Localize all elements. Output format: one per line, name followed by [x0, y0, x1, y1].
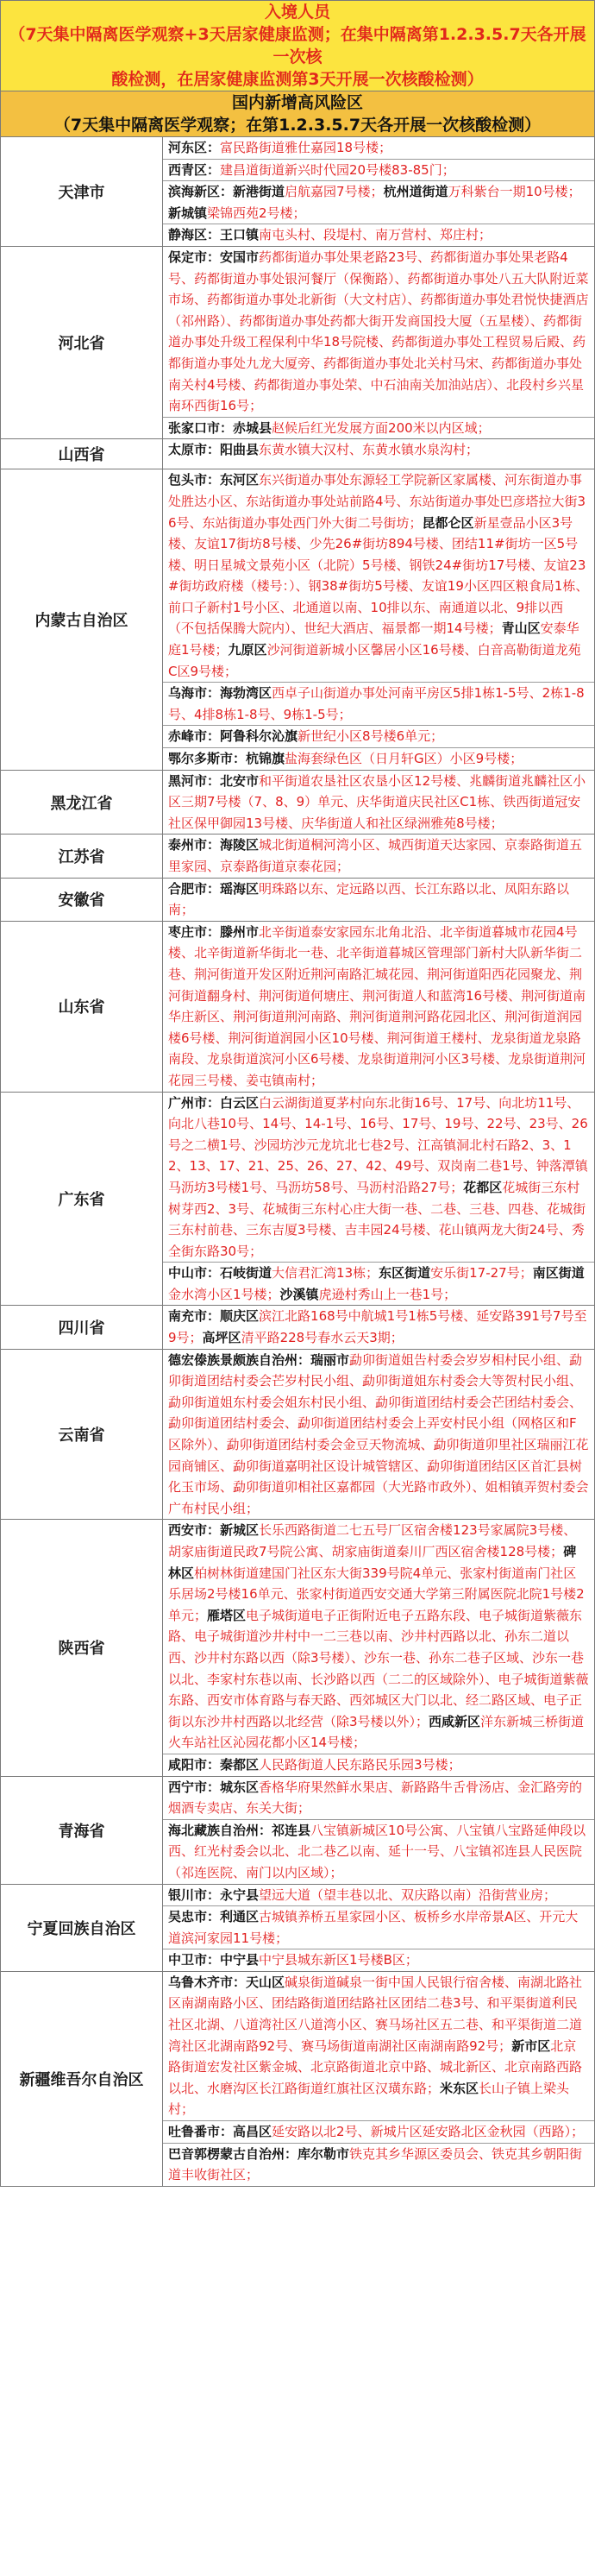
province-name: 内蒙古自治区 — [1, 469, 163, 769]
area-text: 香格华府果然鲜水果店、新路路牛舌骨汤店、金汇路旁的烟酒专卖店、东关大街； — [168, 1779, 583, 1817]
city-name: 西宁市： — [168, 1779, 221, 1795]
city-name: 中卫市： — [168, 1952, 221, 1968]
district-name: 库尔勒市 — [298, 2145, 350, 2162]
area-text: 白云湖街道夏茅村向东北街16号、17号、向北坊11号、向北八巷10号、14号、14-1号、16号、17号、19号、22号、23号、26号之二横1号、沙园坊沙元龙坑北七巷2号、江高镇洞北村石路2、3、12、13、17、21、25、26、27、42、49号、双岗南二巷1号、钟落潭镇马沥坊3号楼1号、马沥坊58号、马沥村沿路27号； — [168, 1094, 588, 1195]
city-block — [163, 771, 594, 835]
city-name: 太原市： — [168, 442, 221, 458]
city-block — [163, 748, 594, 770]
province-content — [163, 1520, 594, 1775]
district-name: 高昌区 — [233, 2124, 272, 2140]
city-name: 吐鲁番市： — [168, 2124, 234, 2140]
city-block — [163, 1885, 594, 1907]
area-text: 洋东新城三桥街道火车站社区沁园花都小区14号楼； — [168, 1713, 585, 1751]
area-text: 新星壹品小区3号楼、友谊17街坊8号楼、少先26#街坊894号楼、团结11#街坊一区5号楼、明日星城文景苑小区（北院）5号楼、钢铁24#街坊17号楼、友谊23#街坊政府楼（楼号：）、钢38#街坊5号楼、友谊19小区四区粮食局1栋、前口子新村1号小区、北通道以南、10排以东、南通道以北、9排以西（不包括保腾大院内）、世纪大酒店、福景都一期14号楼； — [168, 514, 589, 637]
province-row — [1, 439, 594, 469]
area-text: 古城镇养桥五星家园小区、板桥乡水岸帝景A区、开元大道滨河家园11号楼； — [168, 1909, 579, 1946]
province-name: 安徽省 — [1, 879, 163, 921]
district-name: 白云区 — [220, 1094, 260, 1111]
province-name: 广东省 — [1, 1093, 163, 1306]
section-note: （7天集中隔离医学观察；在第1.2.3.5.7天各开展一次核酸检测） — [53, 116, 542, 135]
area-text: 人民路街道人民东路民乐园3号楼； — [259, 1756, 461, 1773]
province-name: 陕西省 — [1, 1520, 163, 1775]
area-text: 安乐街17-27号； — [430, 1265, 533, 1282]
city-name: 德宏傣族景颇族自治州： — [168, 1351, 311, 1368]
district-name: 中宁县 — [220, 1952, 260, 1968]
district-name: 九原区 — [228, 642, 267, 658]
area-text: 望远大道（望丰巷以北、双庆路以南）沿街营业房； — [259, 1886, 557, 1903]
district-name: 雁塔区 — [207, 1607, 247, 1623]
city-block — [163, 181, 594, 224]
province-content — [163, 247, 594, 438]
province-name: 山西省 — [1, 439, 163, 469]
district-name: 高坪区 — [202, 1330, 241, 1346]
city-block — [163, 879, 594, 921]
province-name: 天津市 — [1, 137, 163, 246]
area-text: 西卓子山街道办事处河南平房区5排1栋1-5号、2栋1-8号、4排8栋1-8号、9栋1-5号； — [168, 685, 585, 722]
district-name: 海陵区 — [220, 837, 260, 853]
province-row — [1, 1885, 594, 1972]
city-block — [163, 137, 594, 160]
city-block — [163, 1093, 594, 1263]
province-name: 山东省 — [1, 922, 163, 1092]
city-name: 保定市： — [168, 249, 221, 265]
province-name: 新疆维吾尔自治区 — [1, 1972, 163, 2186]
province-name: 黑龙江省 — [1, 771, 163, 835]
district-name: 秦都区 — [220, 1756, 260, 1773]
area-text: 滨江北路168号中航城1号1栋5号楼、延安路391号7号至9号； — [168, 1308, 587, 1346]
province-content — [163, 1350, 594, 1520]
area-text: 北辛街道泰安家园东北角北沿、北辛街道暮城市花园4号楼、北辛街道新华街北一巷、北辛街道暮城区管理部门新村大队新华街二巷、荆河街道开发区附近荆河南路汇城花园、荆河街道阳西花园聚龙、荆河街道翻身村、荆河街道何塘庄、荆河街道人和蓝湾16号楼、荆河街道南华庄新区、荆河街道荆河南路、荆河街道荆河路花园北区、荆河街道润园楼6号楼、荆河街道润园小区10号楼、荆河街道王楼村、龙泉街道龙泉路南段、龙泉街道滨河小区6号楼、龙泉街道荆河小区3号楼、龙泉街道荆河花园三号楼、姜屯镇南村； — [168, 923, 586, 1088]
area-text: 大信君汇湾13栋； — [272, 1265, 379, 1282]
area-text: 南屯头村、段堤村、南万营村、郑庄村； — [259, 227, 492, 243]
province-row — [1, 469, 594, 770]
city-name: 乌鲁木齐市： — [168, 1974, 247, 1990]
district-name: 新城镇 — [168, 205, 208, 221]
area-text: 中宁县城东新区1号楼B区； — [259, 1952, 418, 1968]
province-name: 四川省 — [1, 1306, 163, 1348]
district-name: 青山区 — [501, 620, 541, 637]
province-name: 江苏省 — [1, 835, 163, 877]
area-text: 长山子镇上梁头村； — [168, 2080, 570, 2118]
province-row — [1, 1093, 594, 1307]
district-name: 东区街道 — [379, 1265, 431, 1282]
city-block — [163, 2144, 594, 2186]
city-name: 泰州市： — [168, 837, 221, 853]
district-name: 阿鲁科尔沁旗 — [220, 728, 298, 745]
city-block — [163, 247, 594, 418]
district-name: 碑林区 — [168, 1544, 577, 1581]
district-name: 瑞丽市 — [310, 1351, 350, 1368]
area-text: 清平路228号春水云天3期； — [241, 1330, 404, 1346]
district-name: 城东区 — [220, 1779, 260, 1795]
city-name: 吴忠市： — [168, 1909, 221, 1925]
area-text: 梁锦西苑2号楼； — [207, 205, 306, 221]
province-table — [1, 137, 594, 2186]
province-content — [163, 1972, 594, 2186]
district-name: 南区街道 — [532, 1265, 585, 1282]
area-text: 启航嘉园7号楼； — [285, 184, 384, 200]
city-name: 西青区： — [168, 161, 221, 178]
city-name: 静海区： — [168, 227, 221, 243]
province-content — [163, 1885, 594, 1971]
district-name: 新城区 — [220, 1522, 260, 1539]
city-block — [163, 726, 594, 748]
city-name: 西安市： — [168, 1522, 221, 1539]
city-name: 赤峰市： — [168, 728, 221, 745]
city-block — [163, 1306, 594, 1348]
city-name: 南充市： — [168, 1308, 221, 1325]
province-row — [1, 835, 594, 878]
district-name: 新港街道 — [233, 184, 285, 200]
province-name: 云南省 — [1, 1350, 163, 1520]
district-name: 天山区 — [246, 1974, 285, 1990]
city-name: 河东区： — [168, 140, 221, 155]
district-name: 瑶海区 — [220, 880, 260, 897]
province-content — [163, 1306, 594, 1348]
province-content — [163, 137, 594, 246]
city-block — [163, 2121, 594, 2144]
area-text: 富民路街道雅仕嘉园18号楼； — [220, 140, 392, 155]
city-name: 枣庄市： — [168, 923, 221, 940]
area-text: 八宝镇新城区10号公寓、八宝镇八宝路延伸段以西、红光村委会以北、北二巷乙以南、延十一号、八宝镇祁连县人民医院（祁连医院、南门以内区域）； — [168, 1822, 586, 1880]
province-content — [163, 439, 594, 469]
city-block — [163, 922, 594, 1092]
area-text: 花城街三东村树芽西2、3号、花城街三东村心庄大街一巷、二巷、三巷、四巷、花城街三东村前巷、三东吉厦3号楼、吉丰园24号楼、花山镇两龙大街24号、秀全街东路30号； — [168, 1179, 586, 1259]
area-text: 建昌道街道新兴时代园20号楼83-85门； — [220, 161, 455, 178]
province-row — [1, 922, 594, 1093]
city-name: 中山市： — [168, 1265, 221, 1282]
district-name: 顺庆区 — [220, 1308, 260, 1325]
province-row — [1, 879, 594, 922]
province-content — [163, 1777, 594, 1884]
city-block — [163, 418, 594, 439]
inbound-note-line-1: （7天集中隔离医学观察+3天居家健康监测；在集中隔离第1.2.3.5.7天各开展一次核 — [9, 25, 586, 66]
area-text: 盐海套绿色区（日月轩G区）小区9号楼； — [285, 751, 523, 767]
province-name: 青海省 — [1, 1777, 163, 1884]
city-name: 广州市： — [168, 1094, 221, 1111]
city-block — [163, 1820, 594, 1884]
city-block — [163, 224, 594, 246]
area-text: 东黄水镇大汉村、东黄水镇水泉沟村； — [259, 442, 479, 458]
area-text: 虎逊村秀山上一巷1号； — [318, 1286, 457, 1302]
area-text: 长乐西路街道二七五号厂区宿舍楼123号家属院3号楼、胡家庙街道民政7号院公寓、胡家庙街道秦川厂西区宿舍楼128号楼； — [168, 1522, 577, 1559]
area-text: 安泰华庭1号楼； — [168, 620, 579, 658]
province-content — [163, 922, 594, 1092]
city-name: 张家口市： — [168, 419, 234, 436]
district-name: 祁连县 — [272, 1822, 311, 1838]
area-text: 万科紫台一期10号楼； — [448, 184, 581, 200]
city-block — [163, 160, 594, 182]
section-header — [1, 91, 594, 137]
area-text: 电子城街道电子正街附近电子五路东段、电子城街道紫薇东路、电子城街道沙井村中一二三巷以南、沙井村西路以北、孙东二道以西、沙井村东路以西（除3号楼）、沙东一巷、孙东二巷子区域、沙东一巷以北、李家村东巷以南、长沙路以西（二二的区域除外）、电子城街道紫薇东路、西安市体育路与春天路、西郊城区大门以北、经二路区域、电子正街以东沙井村西路以北经营（除3号楼以外）； — [168, 1607, 589, 1729]
province-row — [1, 1520, 594, 1776]
area-text: 明珠路以东、定远路以西、长江东路以北、凤阳东路以南； — [168, 880, 570, 918]
district-name: 王口镇 — [220, 227, 260, 243]
city-name: 银川市： — [168, 1886, 221, 1903]
province-row — [1, 1972, 594, 2186]
province-name: 河北省 — [1, 247, 163, 438]
district-name: 新市区 — [511, 2037, 551, 2054]
province-name: 宁夏回族自治区 — [1, 1885, 163, 1971]
area-text: 碱泉街道碱泉一街中国人民银行宿舍楼、南湖北路社区南湖南路小区、团结路街道团结路社区团结二巷3号、和平渠街道利民社区北湖、八道湾社区八道湾小区、赛马场社区五二巷、和平渠街道二道湾社区北湖南路92号、赛马场街道南湖社区南湖南路92号； — [168, 1974, 583, 2054]
district-name: 米东区 — [440, 2080, 479, 2096]
city-block — [163, 1263, 594, 1305]
province-content — [163, 1093, 594, 1306]
area-text: 勐卯街道姐告村委会岁岁相村民小组、勐卯街道团结村委会芒岁村民小组、勐卯街道姐东村委会大等贺村民小组、勐卯街道姐东村委会姐东村民小组、勐卯街道团结村委会芒团结村委会、勐卯街道团结村委会、勐卯街道团结村委会上弄安村民小组（网格区和F区除外）、勐卯街道团结村委会金豆天物流城、勐卯街道卯里社区瑞丽江花园商铺区、勐卯街道嘉明社区设计城管辖区、勐卯街道团结区区首汇县树化玉市场、勐卯街道卯相社区嘉都园（大光路市政外）、姐相镇弄贺村委会广布村民小组； — [168, 1351, 589, 1516]
city-block — [163, 1350, 594, 1520]
district-name: 东河区 — [220, 472, 260, 488]
district-name: 安国市 — [220, 249, 260, 265]
district-name: 杭州道街道 — [383, 184, 448, 200]
city-name: 包头市： — [168, 472, 221, 488]
province-content — [163, 771, 594, 835]
city-name: 咸阳市： — [168, 1756, 221, 1773]
province-row — [1, 1350, 594, 1521]
district-name: 昆都仑区 — [422, 514, 474, 531]
city-name: 滨海新区： — [168, 184, 234, 200]
district-name: 杭锦旗 — [246, 751, 285, 767]
district-name: 沙溪镇 — [279, 1286, 319, 1302]
province-row — [1, 1306, 594, 1349]
inbound-note-line-2: 酸检测，在居家健康监测第3天开展一次核酸检测） — [111, 70, 484, 89]
city-block — [163, 1906, 594, 1949]
province-content — [163, 879, 594, 921]
district-name: 海勃湾区 — [220, 685, 272, 702]
area-text: 药都街道办事处果老路23号、药都街道办事处果老路4号、药都街道办事处银河餐厅（保衡路）、药都街道办事处八五大队附近菜市场、药都街道办事处北新街（大文村店）、药都街道办事处君悦快捷酒店（祁州路）、药都街道办事处药都大街开发商国投大厦（五星楼）、药都街道办事处升级工程保利中华18号院楼、药都街道办事处工程贸易后殿、药都街道办事处九龙大厦旁、药都街道办事处北关村马宋、药都街道办事处南关村4号楼、药都街道办事处荣、中石油南关加油站店）、北段村乡兴星南环西街16号； — [168, 249, 589, 414]
city-name: 乌海市： — [168, 685, 221, 702]
province-row — [1, 137, 594, 247]
district-name: 阳曲县 — [220, 442, 260, 458]
area-text: 新世纪小区8号楼6单元； — [298, 728, 444, 745]
district-name: 滕州市 — [220, 923, 260, 940]
district-name: 花都区 — [463, 1179, 503, 1195]
city-block — [163, 1949, 594, 1971]
area-text: 金水湾小区1号楼； — [168, 1286, 280, 1302]
area-text: 和平街道农垦社区农垦小区12号楼、兆麟街道兆麟社区小区三期7号楼（7、8、9）单元、庆华街道庆民社区C1栋、铁西街道冠安社区保甲御园13号楼、庆华街道人和社区绿洲雅苑8号楼； — [168, 772, 586, 831]
area-text: 延安路以北2号、新城片区延安路北区金秋园（西路）； — [272, 2124, 585, 2140]
city-name: 合肥市： — [168, 880, 221, 897]
area-text: 沙河街道新城小区馨居小区16号楼、白音高勒街道龙苑C区9号楼； — [168, 642, 581, 679]
city-block — [163, 683, 594, 726]
area-text: 柏树林街道建国门社区东大街339号院4单元、张家村街道南门社区乐居场2号楼16单元、张家村街道西安交通大学第三附属医院北院1号楼2单元； — [168, 1565, 585, 1623]
city-block — [163, 469, 594, 683]
city-block — [163, 1520, 594, 1754]
area-text: 铁克其乡华源区委员会、铁克其乡朝阳街道丰收街社区； — [168, 2145, 583, 2183]
city-name: 黑河市： — [168, 772, 221, 789]
city-block — [163, 1777, 594, 1820]
inbound-header — [1, 1, 594, 91]
district-name: 利通区 — [220, 1909, 260, 1925]
district-name: 赤城县 — [233, 419, 272, 436]
city-name: 海北藏族自治州： — [168, 1822, 272, 1838]
area-text: 东兴街道办事处东源轻工学院新区家属楼、河东街道办事处胜达小区、东站街道办事处站前路4号、东站街道办事处巴彦塔拉大街36号、东站街道办事处西门外大街二号街坊； — [168, 472, 586, 531]
district-name: 西咸新区 — [429, 1713, 481, 1729]
city-block — [163, 835, 594, 877]
province-row — [1, 1777, 594, 1885]
area-text: 北京路街道宏发社区紫金城、北京路街道北京中路、城北新区、北京南路西路以北、水磨沟区长江路街道红旗社区汉璜东路； — [168, 2037, 583, 2096]
district-name: 石岐街道 — [220, 1265, 272, 1282]
section-title: 国内新增高风险区 — [231, 93, 363, 112]
city-name: 巴音郭楞蒙古自治州： — [168, 2145, 298, 2162]
inbound-title: 入境人员 — [264, 3, 330, 22]
city-block — [163, 1972, 594, 2121]
area-text: 赵候后红光发展方面200米以内区域； — [272, 419, 491, 436]
province-row — [1, 247, 594, 439]
province-content — [163, 469, 594, 769]
district-name: 北安市 — [220, 772, 260, 789]
city-name: 鄂尔多斯市： — [168, 751, 247, 767]
province-content — [163, 835, 594, 877]
city-block — [163, 439, 594, 461]
province-row — [1, 771, 594, 835]
district-name: 永宁县 — [220, 1886, 260, 1903]
city-block — [163, 1754, 594, 1776]
area-text: 城北街道桐河湾小区、城西街道天达家园、京泰路街道五里家园、京泰路街道京泰花园； — [168, 837, 583, 874]
